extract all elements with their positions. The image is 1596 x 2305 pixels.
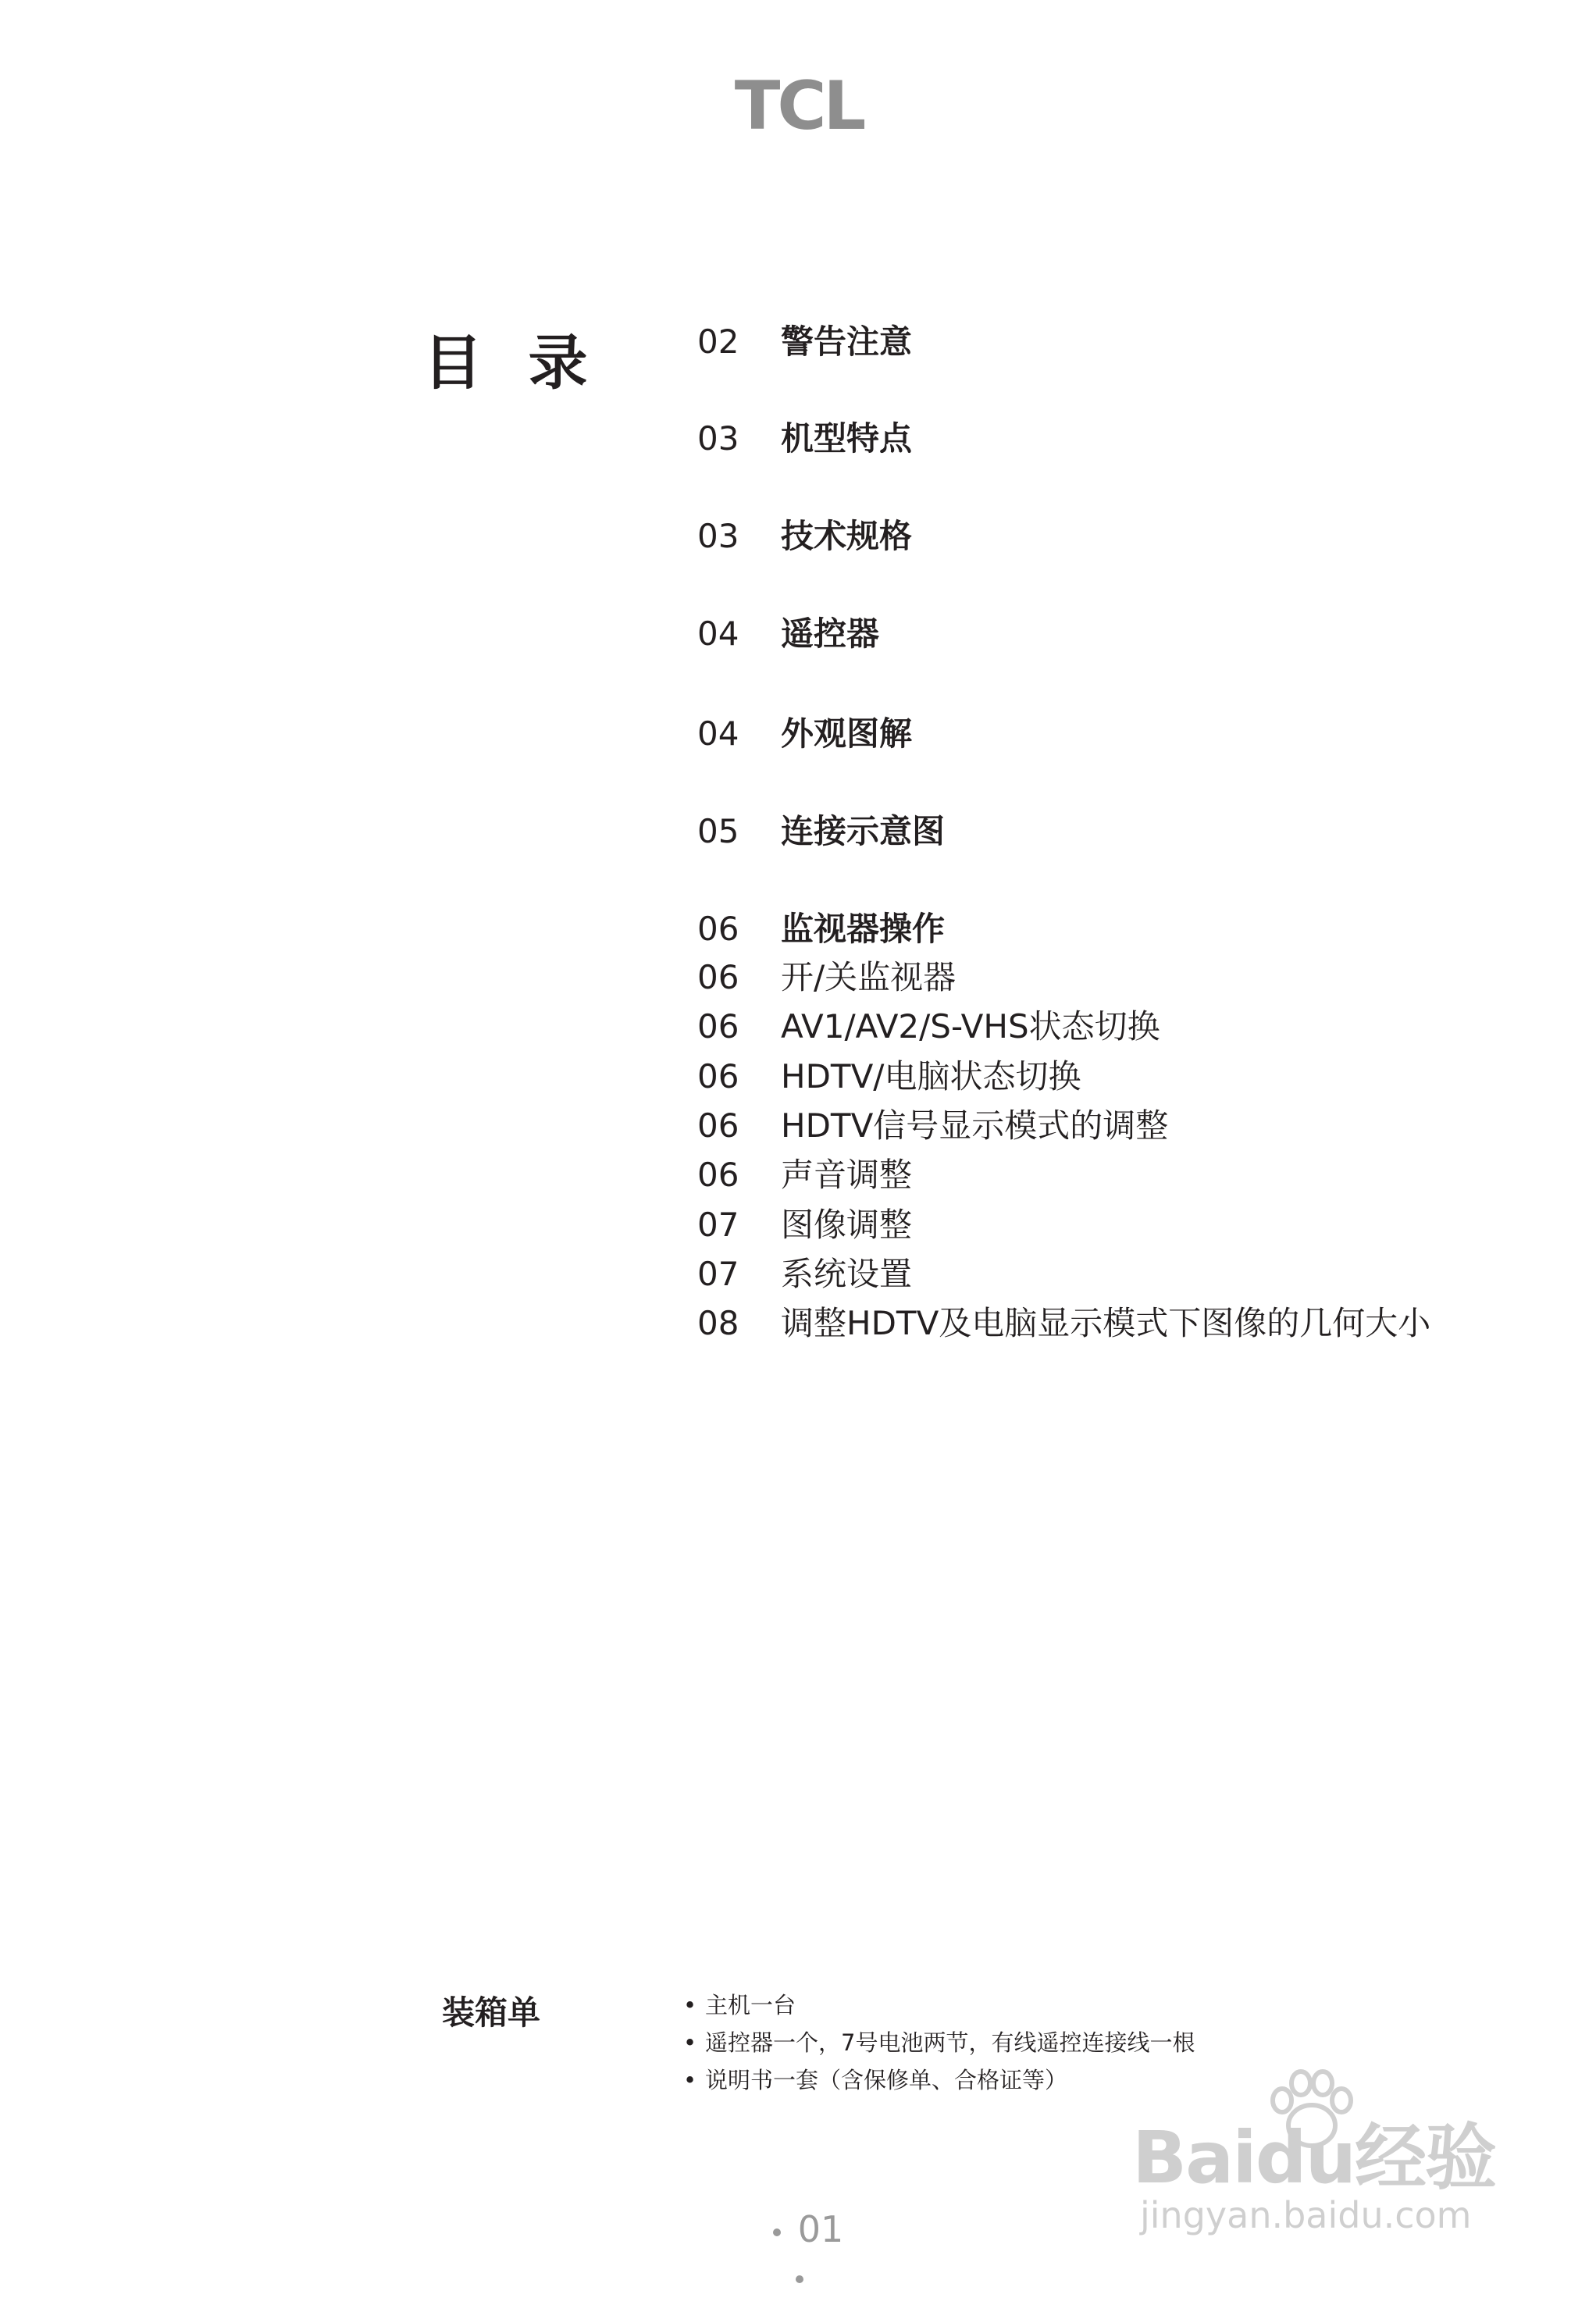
packing-list-item — [683, 1990, 796, 2021]
toc-entry-page: 08 — [697, 1304, 739, 1343]
toc-entry-page: 02 — [697, 322, 739, 361]
toc-entry-page: 06 — [697, 1106, 739, 1145]
toc-entry-page: 05 — [697, 812, 739, 850]
toc-entry-title: 技术规格 — [781, 517, 913, 555]
baidu-jingyan-watermark — [1132, 2069, 1523, 2241]
toc-entry-title: 调整HDTV及电脑显示模式下图像的几何大小 — [781, 1304, 1431, 1343]
page-number-text: 01 — [797, 2208, 844, 2250]
toc-entry-page: 06 — [697, 910, 739, 948]
toc-entry-title: 监视器操作 — [781, 910, 946, 948]
packing-list-item-text: 主机一台 — [705, 1992, 796, 2018]
toc-entry-page: 03 — [697, 517, 739, 555]
packing-list-item — [683, 2065, 1067, 2096]
toc-heading: 目 录 — [423, 328, 600, 397]
toc-entry-title: AV1/AV2/S-VHS状态切换 — [781, 1007, 1160, 1046]
watermark-url: jingyan.baidu.com — [1140, 2194, 1472, 2236]
toc-entry-title: 图像调整 — [781, 1205, 913, 1244]
toc-entry-page: 06 — [697, 1056, 739, 1095]
page-number-right-dot — [796, 2275, 803, 2283]
bullet: • — [683, 2029, 697, 2056]
packing-list-item — [683, 2027, 1195, 2058]
toc-entry-title: 开/关监视器 — [781, 958, 957, 996]
toc-entry-title: HDTV信号显示模式的调整 — [781, 1106, 1169, 1145]
bullet: • — [683, 1992, 697, 2018]
toc-entry-title: 机型特点 — [781, 419, 913, 458]
toc-entry-page: 06 — [697, 958, 739, 996]
toc-entry-page: 07 — [697, 1205, 739, 1244]
toc-entry-page: 03 — [697, 419, 739, 458]
toc-entry-title: HDTV/电脑状态切换 — [781, 1056, 1081, 1095]
toc-entry-page: 07 — [697, 1254, 739, 1293]
toc-entry-title: 声音调整 — [781, 1156, 913, 1195]
toc-entry-page: 06 — [697, 1007, 739, 1046]
bullet: • — [683, 2067, 697, 2093]
watermark-brand: Baidu经验 — [1132, 2116, 1496, 2200]
page-number-left-dot — [773, 2228, 781, 2236]
page-number — [737, 2206, 862, 2253]
tcl-logo: TCL — [734, 67, 864, 145]
toc-entry-page: 06 — [697, 1156, 739, 1195]
toc-entry-title: 遥控器 — [781, 615, 880, 653]
packing-list-heading: 装箱单 — [442, 1993, 541, 2032]
toc-entry-page: 04 — [697, 615, 739, 653]
toc-entry-page: 04 — [697, 714, 739, 753]
toc-entry-title: 系统设置 — [781, 1254, 913, 1293]
packing-list-item-text: 遥控器一个，7号电池两节，有线遥控连接线一根 — [705, 2029, 1195, 2056]
toc-entry-title: 外观图解 — [781, 714, 913, 753]
packing-list-item-text: 说明书一套（含保修单、合格证等） — [705, 2067, 1068, 2093]
toc-entry-title: 警告注意 — [781, 322, 913, 361]
toc-entry-title: 连接示意图 — [781, 812, 946, 850]
